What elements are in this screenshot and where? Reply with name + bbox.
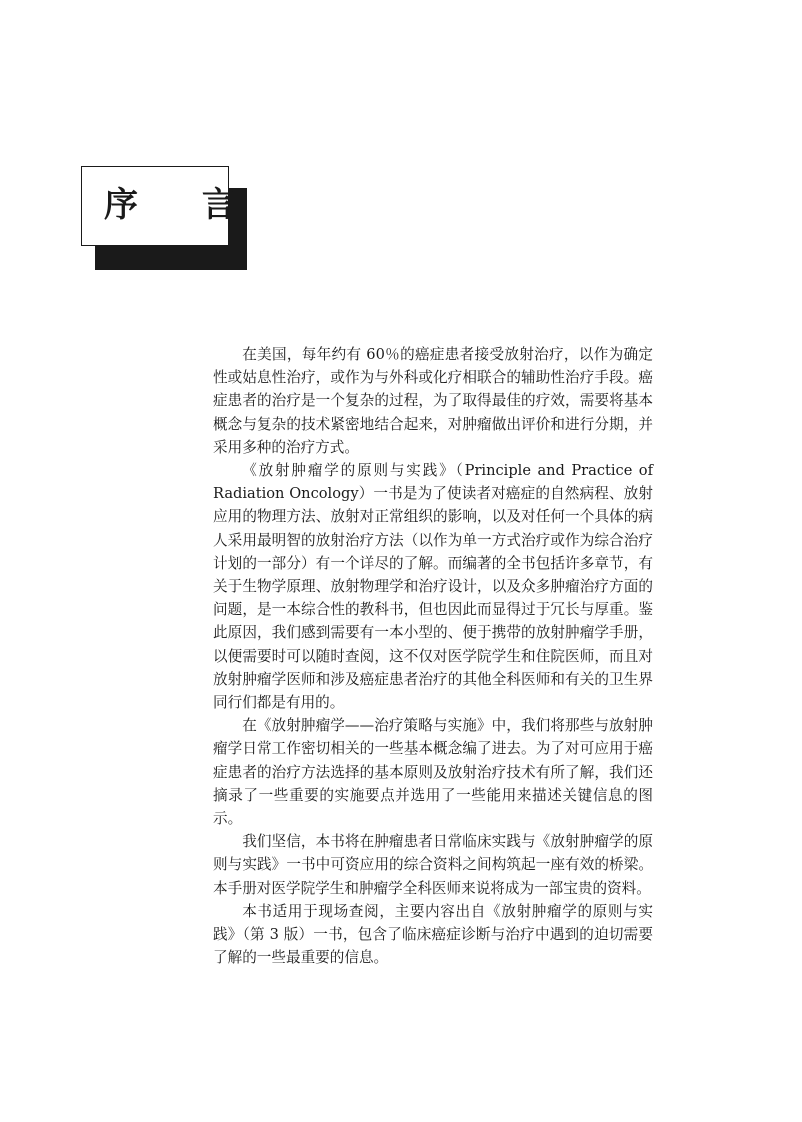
page-title: 序 言 (104, 185, 262, 225)
paragraph-4: 我们坚信，本书将在肿瘤患者日常临床实践与《放射肿瘤学的原则与实践》一书中可资应用的综合资料之间构筑起一座有效的桥梁。本手册对医学院学生和肿瘤学全科医师来说将成为一部宝贵的资料。 (213, 833, 653, 897)
paragraph-1: 在美国，每年约有 60％的癌症患者接受放射治疗，以作为确定性或姑息性治疗，或作为与外科或化疗相联合的辅助性治疗手段。癌症患者的治疗是一个复杂的过程，为了取得最佳的疗效，需要将基本概念与复杂的技术紧密地结合起来，对肿瘤做出评价和进行分期，并采用多种的治疗方式。 (213, 346, 653, 456)
paragraph-2: 《放射肿瘤学的原则与实践》（Principle and Practice of Radiation Oncology）一书是为了使读者对癌症的自然病程、放射应用的物理方法、放射对正常组织的影响，以及对任何一个具体的病人采用最明智的放射治疗方法（以作为单一方式治疗或作为综合治疗计划的一部分）有一个详尽的了解。而编著的全书包括许多章节，有关于生物学原理、放射物理学和治疗设计，以及众多肿瘤治疗方面的问题，是一本综合性的教科书，但也因此而显得过于冗长与厚重。鉴此原因，我们感到需要有一本小型的、便于携带的放射肿瘤学手册，以便需要时可以随时查阅，这不仅对医学院学生和住院医师，而且对放射肿瘤学医师和涉及癌症患者治疗的其他全科医师和有关的卫生界同行们都是有用的。 (213, 462, 653, 712)
paragraph-5: 本书适用于现场查阅，主要内容出自《放射肿瘤学的原则与实践》（第 3 版）一书，包含了临床癌症诊断与治疗中遇到的迫切需要了解的一些最重要的信息。 (213, 902, 653, 967)
paragraph-3: 在《放射肿瘤学——治疗策略与实施》中，我们将那些与放射肿瘤学日常工作密切相关的一些基本概念编了进去。为了对可应用于癌症患者的治疗方法选择的基本原则及放射治疗技术有所了解，我们还摘录了一些重要的实施要点并选用了一些能用来描述关键信息的图示。 (213, 717, 653, 828)
preface-body (213, 343, 653, 969)
